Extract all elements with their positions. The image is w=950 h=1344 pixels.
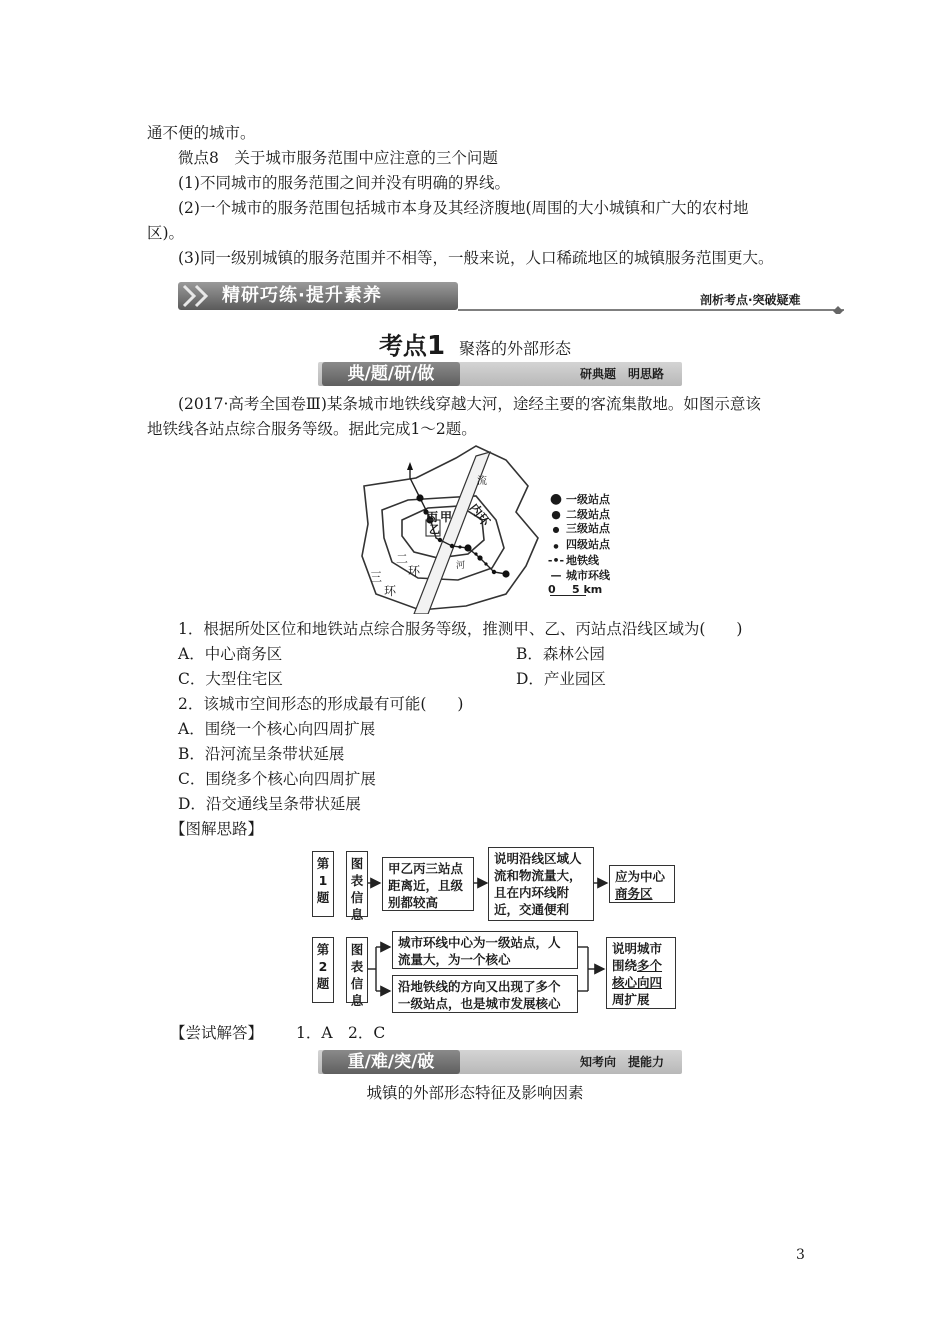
option-1c: C．大型住宅区	[178, 670, 283, 688]
map-label-bing: 丙	[426, 510, 439, 524]
ribbon-label: 重/难/突/破	[322, 1050, 460, 1074]
flow-r1-info-box: 图表信息	[346, 851, 368, 917]
legend-label: 地铁线	[566, 554, 599, 567]
section-title	[0, 326, 950, 361]
flow-r2-info-box: 图表信息	[346, 937, 368, 1003]
flow-r2-c-line2	[612, 957, 670, 974]
section-banner	[178, 280, 848, 314]
section-number: 1	[426, 331, 446, 361]
option-1a: A．中心商务区	[178, 645, 283, 663]
subway-map-figure	[356, 444, 636, 614]
flow-diagram	[310, 845, 680, 1010]
text-line: 通不便的城市。	[147, 124, 256, 142]
flow-r2-c1: 说明城市	[612, 941, 663, 956]
legend-item: ● 二级站点	[551, 507, 610, 521]
legend-label: 四级站点	[566, 537, 610, 551]
flow-r2-c2: 围绕	[612, 958, 638, 973]
option-2a: A．围绕一个核心向四周扩展	[178, 720, 376, 738]
map-label-ring3b: 环	[384, 584, 397, 598]
section-label: 考点	[378, 332, 427, 360]
ribbon-zhongnan	[318, 1050, 682, 1074]
text-line: (2017·高考全国卷Ⅲ)某条城市地铁线穿越大河，途经主要的客流集散地。如图示意该	[178, 395, 761, 413]
map-label-ring2: 二	[396, 552, 409, 566]
legend-item: — 城市环线	[550, 568, 610, 582]
scale-5: 5 km	[572, 583, 603, 596]
banner-title: 精研巧练·提升素养	[222, 285, 382, 306]
subsection-title: 城镇的外部形态特征及影响因素	[366, 1084, 584, 1102]
section-subtitle: 聚落的外部形态	[459, 339, 572, 358]
flow-r2-b-box: 沿地铁线的方向又出现了多个一级站点，也是城市发展核心	[392, 975, 578, 1013]
text-line: 地铁线各站点综合服务等级。据此完成1～2题。	[147, 420, 477, 438]
question-1-stem: 1．根据所处区位和地铁站点综合服务等级，推测甲、乙、丙站点沿线区域为( )	[178, 620, 743, 638]
flow-q2-box: 第2题	[312, 937, 334, 1003]
scale-bar	[546, 583, 636, 601]
legend-item: ● 一级站点	[549, 491, 610, 507]
map-label-river: 流	[477, 476, 487, 487]
legend-item: ● 四级站点	[553, 537, 610, 551]
legend-label: 城市环线	[566, 568, 610, 582]
option-1b: B．森林公园	[516, 645, 605, 663]
flow-r1-b-box: 说明沿线区域人流和物流量大，且在内环线附近，交通便利	[488, 847, 594, 921]
scale-0: 0	[548, 583, 556, 596]
ribbon-dianti	[318, 362, 682, 386]
text-line: (2)一个城市的服务范围包括城市本身及其经济腹地(周围的大小城镇和广大的农村地	[178, 199, 749, 217]
map-label-jia: 甲	[440, 510, 453, 524]
option-2d: D．沿交通线呈条带状延展	[178, 795, 361, 813]
question-2-stem: 2．该城市空间形态的形成最有可能( )	[178, 695, 464, 713]
legend-item: -•- 地铁线	[547, 554, 599, 567]
map-label-yi: 乙	[429, 523, 440, 536]
text-line: (3)同一级别城镇的服务范围并不相等，一般来说，人口稀疏地区的城镇服务范围更大。	[178, 249, 774, 267]
ribbon-label: 典/题/研/做	[322, 362, 460, 386]
legend-label: 二级站点	[566, 507, 610, 521]
flow-r2-c5: 周扩展	[612, 992, 650, 1007]
text-line: (1)不同城市的服务范围之间并没有明确的界线。	[178, 174, 510, 192]
text-line: 区)。	[147, 224, 185, 242]
banner-right: 剖析考点·突破疑难	[700, 293, 801, 307]
flow-r2-c4: 核心向四	[612, 975, 663, 990]
option-1d: D．产业园区	[516, 670, 606, 688]
flow-r2-c-box	[606, 937, 676, 1009]
flow-r1-c-box	[609, 865, 675, 903]
ribbon-right: 知考向 提能力	[580, 1055, 665, 1069]
flow-r1-c2: 商务区	[615, 886, 653, 901]
flow-r1-c1: 应为中心	[615, 869, 666, 884]
text-line: 微点8 关于城市服务范围中应注意的三个问题	[178, 149, 498, 167]
option-2c: C．围绕多个核心向四周扩展	[178, 770, 376, 788]
legend-label: 三级站点	[566, 522, 610, 535]
option-2b: B．沿河流呈条带状延展	[178, 745, 345, 763]
flow-r1-a-box: 甲乙丙三站点距离近，且级别都较高	[382, 857, 474, 911]
map-legend	[546, 492, 636, 601]
map-label-river2: 河	[456, 561, 466, 571]
page-number: 3	[796, 1247, 805, 1263]
tujie-label: 【图解思路】	[170, 820, 264, 838]
answer-label: 【尝试解答】	[170, 1024, 264, 1042]
flow-r2-c3: 多个	[637, 958, 663, 973]
map-label-ring3: 三	[370, 570, 383, 584]
ribbon-right: 研典题 明思路	[580, 367, 665, 381]
flow-r2-a-box: 城市环线中心为一级站点，人流量大，为一个核心	[392, 931, 578, 969]
answer-text: 1．A 2．C	[296, 1024, 386, 1042]
map-label-ring2b: 环	[408, 564, 421, 578]
legend-label: 一级站点	[566, 493, 610, 506]
legend-item: ● 三级站点	[552, 522, 610, 535]
flow-q1-box: 第1题	[312, 851, 334, 917]
map-label-inner-ring: 内环	[466, 501, 493, 529]
